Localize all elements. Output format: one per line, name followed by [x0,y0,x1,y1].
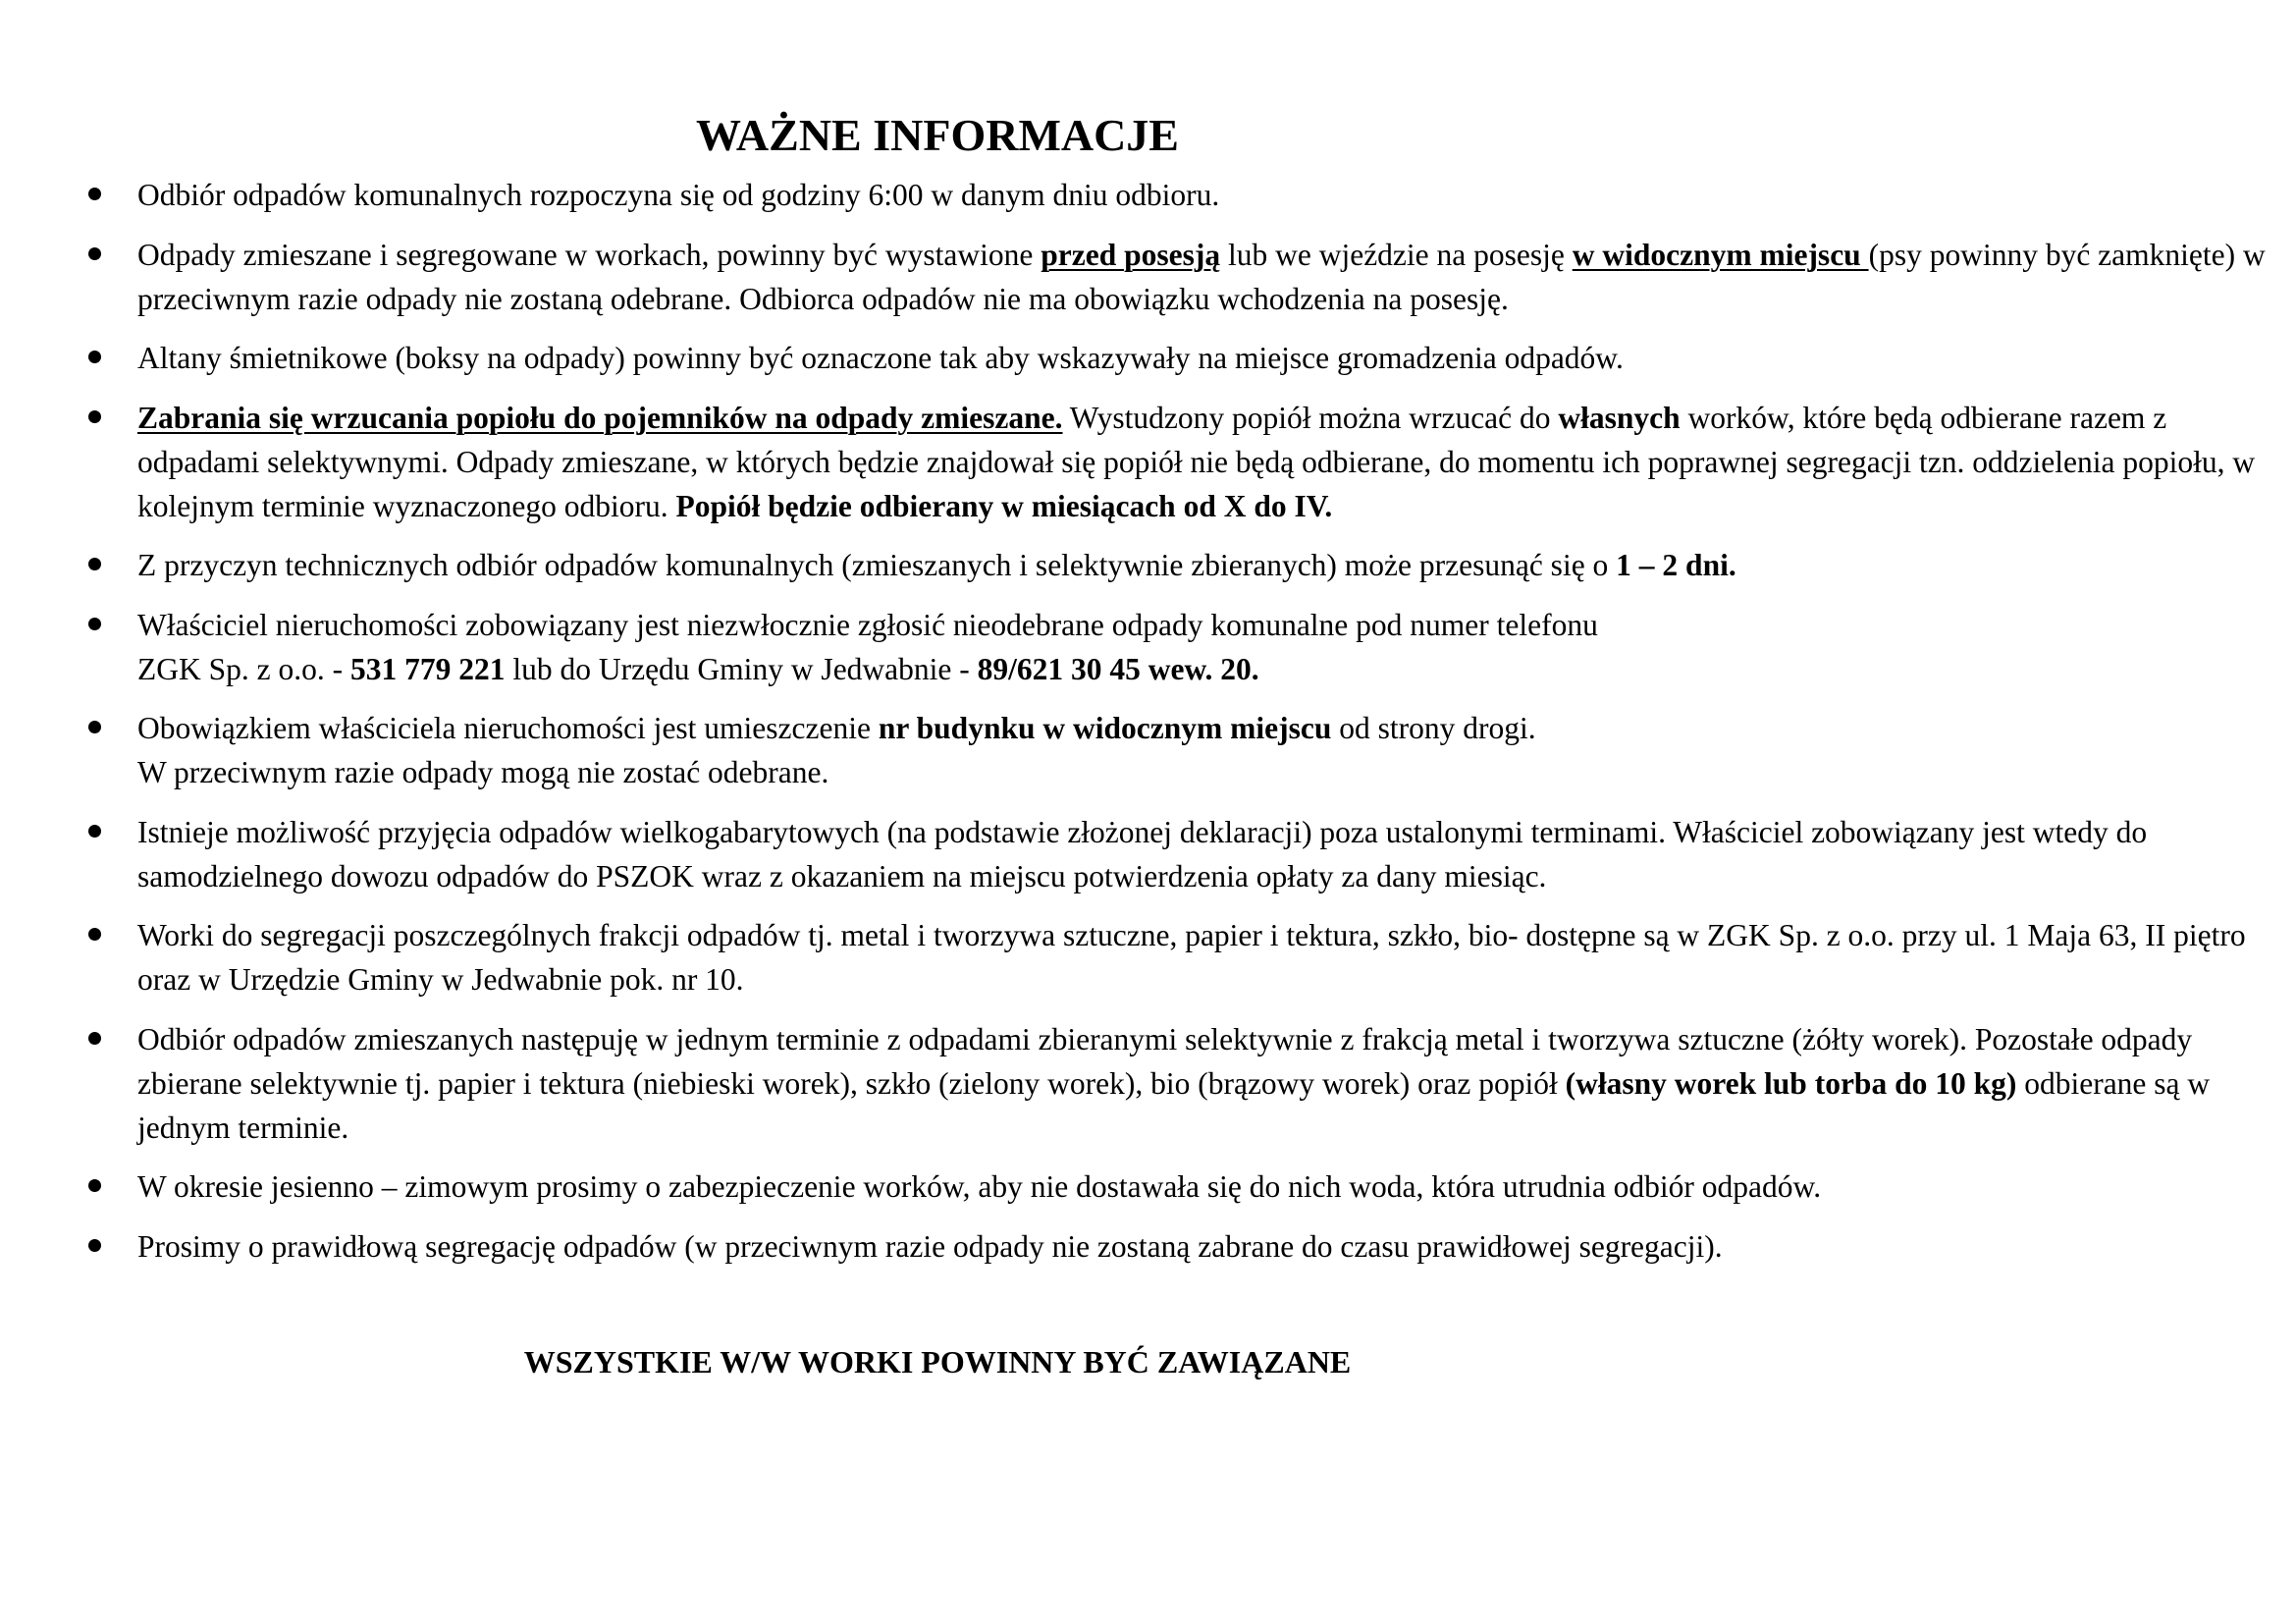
list-item-bulky-waste [0,810,2296,898]
list-item-delay [0,543,2296,587]
item-text: Altany śmietnikowe (boksy na odpady) powinny być oznaczone tak aby wskazywały na miejsce gromadzenia odpadów. [137,341,1624,375]
list-item-house-number [0,706,2296,794]
item-emphasis: 1 – 2 dni. [1616,548,1736,582]
item-text: Z przyczyn technicznych odbiór odpadów komunalnych (zmieszanych i selektywnie zbieranych) może przesunąć się o [137,548,1617,582]
bullet-icon [88,351,101,363]
footer-note: WSZYSTKIE W/W WORKI POWINNY BYĆ ZAWIĄZANE [523,1344,1352,1380]
item-text: worków, które będą odbierane razem z odpadami selektywnymi. Odpady zmieszane, w których będzie znajdował się popiół nie będą odbierane, do momentu ich poprawnej segregacji tzn. oddzielenia popiołu, w kolejnym terminie wyznaczonego odbioru. [137,400,2256,523]
item-emphasis: Popiół będzie odbierany w miesiącach od X do IV. [675,488,1333,523]
list-item-segregation [0,1224,2296,1269]
item-emphasis: Zabrania się wrzucania popiołu do pojemników na odpady zmieszane. [137,400,1063,435]
item-text: od strony drogi. [1331,711,1536,745]
bullet-icon [88,188,101,200]
item-text: W okresie jesienno – zimowym prosimy o zabezpieczenie worków, aby nie dostawała się do nich woda, która utrudnia odbiór odpadów. [137,1169,1822,1204]
item-text: Obowiązkiem właściciela nieruchomości jest umieszczenie [137,711,879,745]
item-text: Odbiór odpadów komunalnych rozpoczyna się od godziny 6:00 w danym dniu odbioru. [137,178,1220,212]
item-text: odbierane są w jednym terminie. [137,1065,2211,1145]
list-item-schedule [0,1017,2296,1150]
item-emphasis: w widocznym miejscu [1572,237,1869,272]
bullet-icon [88,618,101,630]
list-item-ash [0,396,2296,528]
item-text: lub we wjeździe na posesję [1220,237,1573,272]
item-text: lub do Urzędu Gminy w Jedwabnie - [505,651,978,686]
item-text: Wystudzony popiół można wrzucać do [1062,400,1559,435]
list-item-pickup-time [0,173,2296,217]
item-text: Odpady zmieszane i segregowane w workach, powinny być wystawione [137,237,1041,272]
item-text: Prosimy o prawidłową segregację odpadów (w przeciwnym razie odpady nie zostaną zabrane do czasu prawidłowej segregacji). [137,1228,1723,1264]
item-emphasis: nr budynku w widocznym miejscu [878,711,1332,745]
bullet-icon [88,928,101,941]
bullet-icon [88,247,101,260]
item-emphasis: własnych [1558,400,1681,435]
list-item-report-contact [0,603,2296,691]
item-emphasis: przed posesją [1041,237,1221,272]
item-text: W przeciwnym razie odpady mogą nie zostać odebrane. [137,755,829,789]
page-title: WAŻNE INFORMACJE [696,110,1179,160]
item-text: Odbiór odpadów zmieszanych następuję w jednym terminie z odpadami zbieranymi selektywnie z frakcją metal i tworzywa sztuczne (żółty worek). Pozostałe odpady zbierane selektywnie tj. papier i tektura (niebieski worek), szkło (zielony worek), bio (brązowy worek) oraz popiół [137,1021,2193,1101]
bullet-icon [88,1239,101,1252]
item-text: Właściciel nieruchomości zobowiązany jest niezwłocznie zgłosić nieodebrane odpady komunalne pod numer telefonu [137,607,1598,642]
phone-number: 89/621 30 45 wew. 20. [977,651,1259,686]
phone-number: 531 779 221 [349,651,506,686]
item-text: Worki do segregacji poszczególnych frakcji odpadów tj. metal i tworzywa sztuczne, papier i tektura, szkło, bio- dostępne są w ZGK Sp. z o.o. przy ul. 1 Maja 63, II piętro oraz w Urzędzie Gminy w Jedwabnie pok. nr 10. [137,918,2246,997]
item-text: Istnieje możliwość przyjęcia odpadów wielkogabarytowych (na podstawie złożonej deklaracji) poza ustalonymi terminami. Właściciel zobowiązany jest wtedy do samodzielnego dowozu odpadów do PSZOK wraz z okazaniem na miejscu potwierdzenia opłaty za dany miesiąc. [137,814,2148,893]
bullet-icon [88,1179,101,1192]
list-item-winter [0,1164,2296,1209]
list-item-waste-shelters [0,336,2296,380]
bullet-icon [88,721,101,733]
item-text: (psy powinny być zamknięte) w przeciwnym razie odpady nie zostaną odebrane. Odbiorca odpadów nie ma obowiązku wchodzenia na posesję. [137,237,2266,316]
list-item-bags [0,913,2296,1001]
info-list [0,173,2296,1283]
bullet-icon [88,410,101,423]
bullet-icon [88,825,101,838]
bullet-icon [88,1032,101,1045]
bullet-icon [88,558,101,570]
item-text: ZGK Sp. z o.o. - [137,651,350,686]
list-item-placement [0,233,2296,321]
item-emphasis: (własny worek lub torba do 10 kg) [1565,1065,2017,1101]
